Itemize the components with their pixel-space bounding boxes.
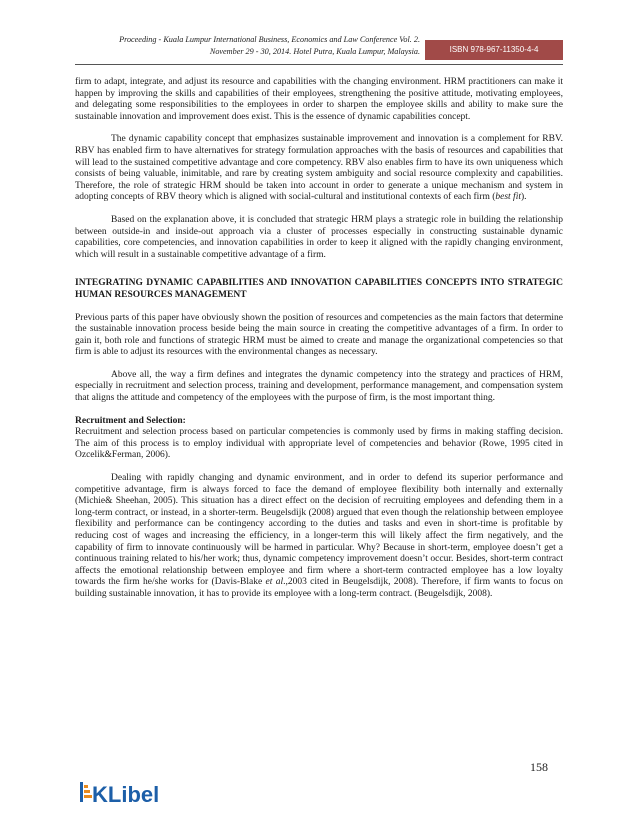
paragraph-2-text: The dynamic capability concept that emphasizes sustainable improvement and innovation is a complement for RBV. RBV has enabled firm to have alternatives for strategy formulation approaches with the basis of resources and capabilities that will lead to the sustained competitive advantage and core competency. RBV also enables firm to have its own uniqueness which consists of being valuable, inimitable, and rare by creating system ambiguity and social resource complexity and capabilities. Therefore, the role of strategic HRM should be taken into account in order to generate a unique mechanism and system in adopting concepts of RBV theory which is aligned with social-cultural and institutional contexts of each firm ( (75, 134, 563, 203)
logo-text: KLibel (92, 782, 160, 807)
subsection-heading: Recruitment and Selection: (75, 415, 186, 426)
section-heading: INTEGRATING DYNAMIC CAPABILITIES AND INNOVATION CAPABILITIES CONCEPTS INTO STRATEGIC HUMAN RESOURCES MANAGEMENT (75, 278, 563, 300)
paragraph-5: Above all, the way a firm defines and integrates the dynamic competency into the strategy and practices of HRM, especially in recruitment and selection process, training and development, performance management, and compensation system that aligns the attitude and competency of the employees with the purpose of firm, is the most important thing. (75, 369, 563, 404)
paragraph-7-end: .,2003 cited in Beugelsdijk, 2008). Therefore, if firm wants to focus on building sustainable innovation, it has to provide its employee with a long-term contract. (Beugelsdijk, 2008). (75, 577, 563, 599)
best-fit-emphasis: best fit (495, 192, 521, 203)
et-al-emphasis: et al (265, 577, 284, 588)
paragraph-6: Recruitment and selection process based on particular competencies is commonly used by firms in making staffing decision. The aim of this process is to employ individual with appropriate level of competencies and behavior (Rowe, 1995 cited in Ozcelik&Ferman, 2006). (75, 427, 563, 461)
conference-info (75, 34, 420, 57)
paragraph-7 (75, 473, 563, 601)
logo-stripe-2 (84, 790, 90, 793)
logo-bar-left (80, 782, 83, 802)
conference-date-line: November 29 - 30, 2014. Hotel Putra, Kuala Lumpur, Malaysia. (209, 46, 420, 56)
paragraph-1: firm to adapt, integrate, and adjust its resource and capabilities with the changing environment. HRM practitioners can make it happen by improving the skills and capabilities of their employees, strengthening the positive attitude, motivating employees, and delegating some responsibilities to the employees in order to sharpen the employee skills and ability to make sure the sustainable innovation and improvement does exist. This is the essence of dynamic capabilities concept. (75, 77, 563, 122)
logo-stripe-1 (84, 785, 88, 788)
logo-stripe-3 (84, 795, 92, 798)
page-number: 158 (530, 760, 548, 774)
running-header (75, 34, 563, 65)
conference-title-line: Proceeding - Kuala Lumpur International Business, Economics and Law Conference Vol. 2. (119, 35, 420, 44)
paragraph-3: Based on the explanation above, it is concluded that strategic HRM plays a strategic role in building the relationship between outside-in and inside-out approach via a cluster of processes especially in constructing sustainable dynamic capabilities, core competencies, and innovation capabilities in order to keep it aligned with the rapidly changing environment, which will result in a sustainable competitive advantage of a firm. (75, 214, 563, 260)
klibel-logo (78, 777, 168, 807)
isbn-badge: ISBN 978-967-11350-4-4 (425, 40, 563, 60)
paragraph-4: Previous parts of this paper have obviously shown the position of resources and competencies as the main factors that determine the sustainable innovation process beside being the main source in creating the competitive advantages of a firm. In order to gain it, both role and functions of strategic HRM must be aimed to create and manage the organizational competencies so that firm is able to adjust its resources with the environmental changes as necessary. (75, 312, 563, 358)
paragraph-2 (75, 134, 563, 204)
paragraph-7-text: Dealing with rapidly changing and dynamic environment, and in order to defend its superior performance and competitive advantage, firm is always forced to face the demand of employee flexibility both internally and externally (Michie& Sheehan, 2005). This situation has a direct effect on the decision of recruiting employees and defending them in a long-term contract, or instead, in a shorter-term. Beugelsdijk (2008) argued that even though the relationship between employee flexibility and performance can be contingency according to the duties and tasks and even in short-time is profitable by reducing cost of wages and increasing the efficiency, in a longer-term this will likely affect the firm negatively, and the capability of firm to innovate continuously will be harmed in particular. Why? Because in short-term, employee doesn’t get a continuous training related to his/her work; thus, dynamic competency improvement doesn’t occur. Besides, short-term contract affects the emotional relationship between employee and firm where a short-term contracted employee has a low loyalty towards the firm he/she works for (Davis-Blake (75, 473, 563, 588)
paragraph-2-end: ). (520, 192, 527, 203)
page-body (75, 77, 563, 612)
